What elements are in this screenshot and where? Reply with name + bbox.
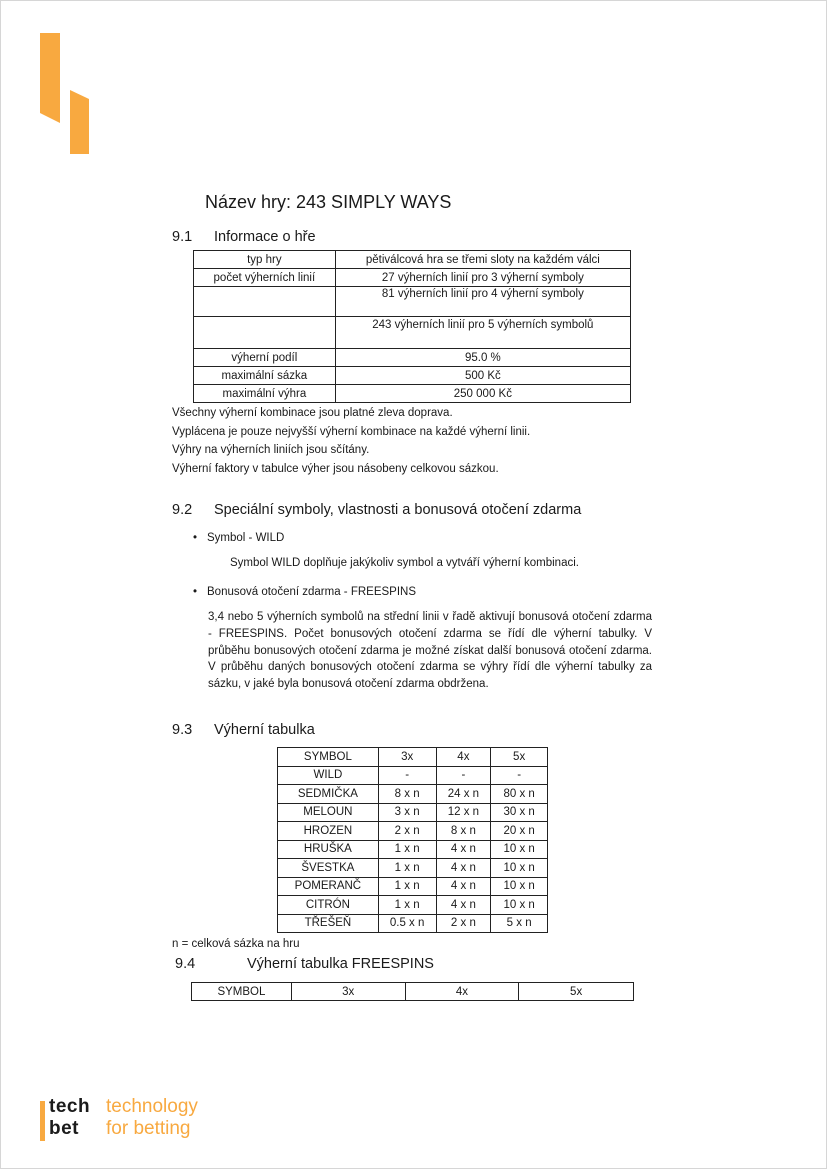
info-value: 95.0 % xyxy=(335,349,630,367)
game-info-table xyxy=(193,250,631,403)
payout-cell: 10 x n xyxy=(491,840,548,859)
rule-note: Vyplácena je pouze nejvyšší výherní kombinace na každé výherní linii. xyxy=(172,425,531,438)
payout-cell: 30 x n xyxy=(491,803,548,822)
symbol-cell: HROZEN xyxy=(278,822,379,841)
table-row xyxy=(278,859,548,878)
payout-cell: - xyxy=(378,766,436,785)
column-header: 5x xyxy=(519,983,634,1001)
symbol-cell: TŘEŠEŇ xyxy=(278,914,379,933)
payout-cell: 2 x n xyxy=(378,822,436,841)
table-row xyxy=(278,766,548,785)
payout-cell: 10 x n xyxy=(491,859,548,878)
rule-note: Všechny výherní kombinace jsou platné zleva doprava. xyxy=(172,407,453,419)
payout-cell: 1 x n xyxy=(378,896,436,915)
section-9-4-heading xyxy=(175,956,434,972)
table-header-row xyxy=(278,748,548,767)
table-row xyxy=(278,822,548,841)
logo-bar-icon xyxy=(40,1101,45,1141)
payout-cell: 5 x n xyxy=(491,914,548,933)
payout-cell: 4 x n xyxy=(436,840,491,859)
paytable xyxy=(277,747,548,933)
section-number: 9.1 xyxy=(172,229,193,245)
payout-cell: 1 x n xyxy=(378,877,436,896)
section-9-2-heading xyxy=(172,502,581,518)
table-row xyxy=(278,785,548,804)
bullet-freespins: • Bonusová otočení zdarma - FREESPINS xyxy=(193,586,416,598)
payout-cell: 0.5 x n xyxy=(378,914,436,933)
payout-cell: 1 x n xyxy=(378,840,436,859)
section-number: 9.3 xyxy=(172,722,193,738)
symbol-cell: ŠVESTKA xyxy=(278,859,379,878)
column-header: 3x xyxy=(291,983,405,1001)
payout-cell: 8 x n xyxy=(436,822,491,841)
info-label xyxy=(194,287,336,317)
payout-cell: 10 x n xyxy=(491,877,548,896)
rule-note: Výherní faktory v tabulce výher jsou násobeny celkovou sázkou. xyxy=(172,462,499,475)
section-title: Výherní tabulka xyxy=(214,722,315,738)
column-header: 3x xyxy=(378,748,436,767)
table-row xyxy=(194,317,631,349)
info-label: počet výherních linií xyxy=(194,269,336,287)
payout-cell: - xyxy=(491,766,548,785)
table-row xyxy=(194,269,631,287)
info-label: maximální výhra xyxy=(194,385,336,403)
freespins-description: 3,4 nebo 5 výherních symbolů na střední linii v řadě aktivují bonusová otočení zdarma - FREESPINS. Počet bonusových otočení zdarma se řídí dle výherní tabulky. V průběhu bonusových otočení zdarma je možné získat další bonusová otočení zdarma. V průběhu daných bonusových otočení zdarma se výhry řídí dle výherní tabulky za sázku, v jaké byla bonusová otočení zdarma obdržena. xyxy=(208,611,652,691)
info-label: výherní podíl xyxy=(194,349,336,367)
info-value: 243 výherních linií pro 5 výherních symbolů xyxy=(335,317,630,349)
rule-note: Výhry na výherních liniích jsou sčítány. xyxy=(172,444,370,457)
symbol-cell: CITRÓN xyxy=(278,896,379,915)
table-row xyxy=(194,367,631,385)
logo-word-tech: tech xyxy=(49,1096,91,1117)
info-label: typ hry xyxy=(194,251,336,269)
payout-cell: 4 x n xyxy=(436,859,491,878)
symbol-cell: SEDMIČKA xyxy=(278,785,379,804)
column-header: SYMBOL xyxy=(192,983,292,1001)
payout-cell: 20 x n xyxy=(491,822,548,841)
payout-cell: 24 x n xyxy=(436,785,491,804)
info-label xyxy=(194,317,336,349)
payout-cell: 8 x n xyxy=(378,785,436,804)
payout-cell: 10 x n xyxy=(491,896,548,915)
game-rules-notes xyxy=(172,404,530,478)
column-header: 4x xyxy=(405,983,519,1001)
payout-cell: 1 x n xyxy=(378,859,436,878)
payout-cell: 4 x n xyxy=(436,877,491,896)
symbol-cell: WILD xyxy=(278,766,379,785)
wild-description: Symbol WILD doplňuje jakýkoliv symbol a vytváří výherní kombinaci. xyxy=(230,557,579,569)
info-value: 81 výherních linií pro 4 výherní symboly xyxy=(335,287,630,317)
table-header-row xyxy=(192,983,634,1001)
table-row xyxy=(194,349,631,367)
table-row xyxy=(278,896,548,915)
payout-cell: - xyxy=(436,766,491,785)
payout-cell: 2 x n xyxy=(436,914,491,933)
table-row xyxy=(278,840,548,859)
payout-cell: 12 x n xyxy=(436,803,491,822)
table-row xyxy=(194,385,631,403)
freespins-paytable xyxy=(191,982,634,1001)
column-header: 5x xyxy=(491,748,548,767)
logo-tagline-line1: technology xyxy=(106,1096,198,1117)
logo-tagline-line2: for betting xyxy=(106,1118,191,1139)
symbol-cell: HRUŠKA xyxy=(278,840,379,859)
info-value: 250 000 Kč xyxy=(335,385,630,403)
column-header: SYMBOL xyxy=(278,748,379,767)
bullet-wild: • Symbol - WILD xyxy=(193,532,284,544)
info-label: maximální sázka xyxy=(194,367,336,385)
logo-word-bet: bet xyxy=(49,1118,79,1139)
section-number: 9.2 xyxy=(172,502,193,518)
table-row xyxy=(194,251,631,269)
section-title: Speciální symboly, vlastnosti a bonusová otočení zdarma xyxy=(214,502,582,518)
symbol-cell: MELOUN xyxy=(278,803,379,822)
payout-cell: 4 x n xyxy=(436,896,491,915)
table-row xyxy=(278,914,548,933)
section-9-3-heading xyxy=(172,722,315,738)
info-value: 500 Kč xyxy=(335,367,630,385)
table-row xyxy=(278,803,548,822)
symbol-cell: POMERANČ xyxy=(278,877,379,896)
section-title: Výherní tabulka FREESPINS xyxy=(247,956,434,972)
document-title: Název hry: 243 SIMPLY WAYS xyxy=(205,192,452,212)
section-number: 9.4 xyxy=(175,956,196,972)
paytable-footnote: n = celková sázka na hru xyxy=(172,938,300,950)
brand-logo-mark-icon xyxy=(40,33,92,155)
info-value: pětiválcová hra se třemi sloty na každém válci xyxy=(335,251,630,269)
payout-cell: 80 x n xyxy=(491,785,548,804)
table-row xyxy=(278,877,548,896)
table-row xyxy=(194,287,631,317)
section-9-1-heading xyxy=(172,229,316,245)
payout-cell: 3 x n xyxy=(378,803,436,822)
section-title: Informace o hře xyxy=(214,229,316,245)
info-value: 27 výherních linií pro 3 výherní symboly xyxy=(335,269,630,287)
column-header: 4x xyxy=(436,748,491,767)
